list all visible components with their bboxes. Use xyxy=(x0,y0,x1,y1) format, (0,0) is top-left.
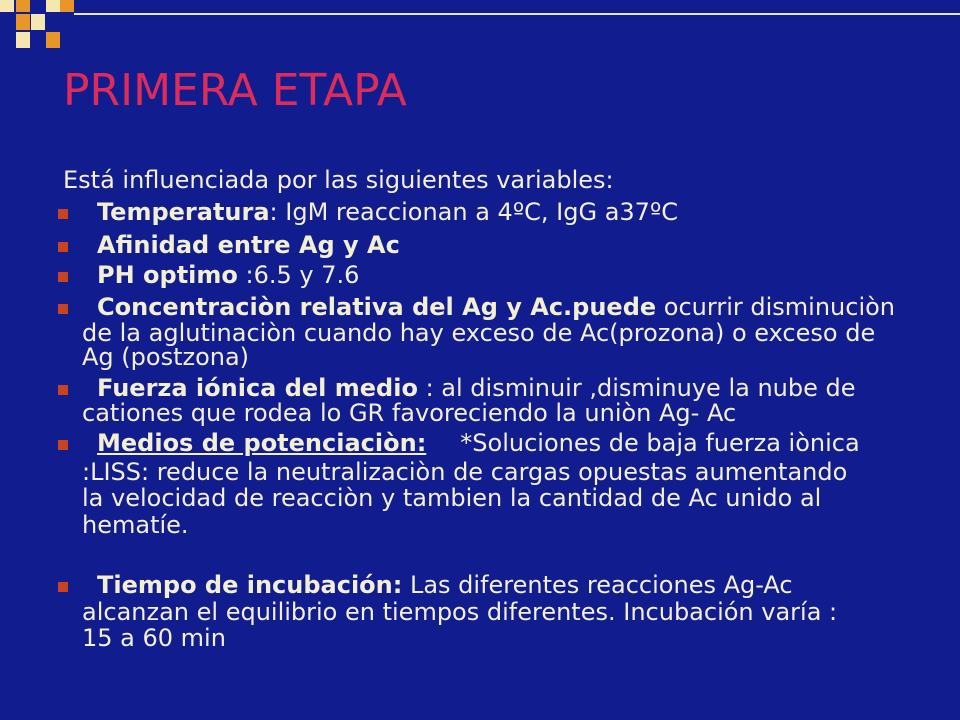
bullet-text: :LISS: reduce la neutralizaciòn de cargas opuestas aumentando xyxy=(82,458,848,486)
bullet-line xyxy=(97,573,793,597)
bullet-label: Medios de potenciaciòn: xyxy=(97,429,427,457)
decor-square xyxy=(31,14,45,30)
bullet-item-fuerza-ionica xyxy=(0,376,960,425)
bullet-text: la velocidad de reacciòn y tambien la cantidad de Ac unido al xyxy=(82,484,822,512)
top-rule xyxy=(74,13,960,15)
decor-square xyxy=(16,32,30,48)
bullet-text: hematíe. xyxy=(82,511,189,539)
bullet-label: Fuerza iónica del medio xyxy=(97,374,418,402)
bullet-item-concentracion xyxy=(0,295,960,369)
decor-square xyxy=(60,0,74,12)
bullet-label: Concentraciòn relativa del Ag y Ac.puede xyxy=(97,293,657,321)
bullet-marker xyxy=(58,582,68,592)
bullet-label: PH optimo xyxy=(97,261,238,289)
bullet-text: cationes que rodea lo GR favoreciendo la uniòn Ag- Ac xyxy=(82,399,737,427)
decor-square xyxy=(46,0,60,12)
bullet-item-medios-potenciacion xyxy=(0,431,960,537)
bullet-marker xyxy=(58,385,68,395)
bullet-line xyxy=(97,233,400,257)
bullet-label: Tiempo de incubación: xyxy=(97,571,403,599)
bullet-text: *Soluciones de baja fuerza iònica xyxy=(460,429,860,457)
bullet-text: : IgM reaccionan a 4ºC, IgG a37ºC xyxy=(269,198,679,226)
slide-title: PRIMERA ETAPA xyxy=(63,65,407,116)
bullet-marker xyxy=(58,209,68,219)
bullet-line xyxy=(97,376,856,400)
bullet-text: alcanzan el equilibrio en tiempos diferentes. Incubación varía : xyxy=(82,598,838,626)
bullet-text: :6.5 y 7.6 xyxy=(237,261,360,289)
bullet-marker xyxy=(58,304,68,314)
decor-square xyxy=(46,32,60,48)
bullet-line xyxy=(97,200,678,224)
bullet-text: Las diferentes reacciones Ag-Ac xyxy=(402,571,793,599)
bullet-text: Ag (postzona) xyxy=(82,343,250,371)
bullet-label: Temperatura xyxy=(97,198,270,226)
bullet-item-temperatura xyxy=(0,200,960,224)
bullet-text: ocurrir disminuciòn xyxy=(656,293,895,321)
bullet-marker xyxy=(58,242,68,252)
bullet-text: : al disminuir ,disminuye la nube de xyxy=(417,374,856,402)
bullet-text: 15 a 60 min xyxy=(82,624,226,652)
decor-square xyxy=(16,14,30,30)
decor-square xyxy=(16,0,30,12)
bullet-item-ph xyxy=(0,263,960,287)
bullet-label: Afinidad entre Ag y Ac xyxy=(97,231,400,259)
decor-square xyxy=(0,0,14,12)
bullet-line xyxy=(97,263,359,287)
bullet-text: de la aglutinaciòn cuando hay exceso de Ac(prozona) o exceso de xyxy=(82,319,876,347)
bullet-marker xyxy=(58,440,68,450)
bullet-line xyxy=(97,295,895,319)
bullet-line xyxy=(97,431,860,455)
bullet-marker xyxy=(58,272,68,282)
intro-text: Está influenciada por las siguientes variables: xyxy=(63,166,614,194)
bullet-item-afinidad xyxy=(0,233,960,257)
bullet-item-tiempo-incubacion xyxy=(0,573,960,650)
